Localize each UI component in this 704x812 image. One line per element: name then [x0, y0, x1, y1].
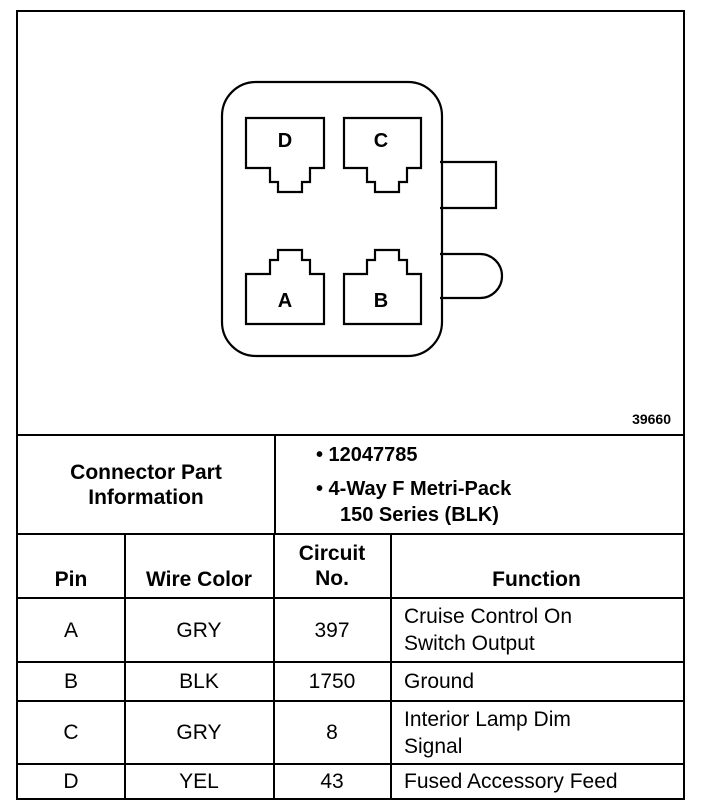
table-row-function [404, 702, 674, 763]
table-row-pin: B [63, 670, 78, 693]
table-row-function [404, 599, 674, 661]
function-line1: Cruise Control On [404, 605, 573, 628]
table-row-pin: D [63, 770, 79, 793]
function-line2: Switch Output [404, 632, 535, 655]
table-row-circuit: 43 [320, 770, 344, 793]
cavity-label-d: D [277, 130, 293, 152]
function-line2: Signal [404, 734, 463, 758]
cavity-label-c: C [373, 130, 389, 152]
part-info-label [18, 436, 274, 533]
connector-latch-tab [440, 162, 496, 208]
table-row-pin: A [63, 618, 78, 642]
table-row-circuit: 397 [314, 618, 350, 642]
table-row-function: Ground [404, 670, 475, 693]
header-wire-color: Wire Color [146, 567, 252, 591]
part-info-label-line1: Connector Part [70, 460, 222, 484]
cavity-label-b: B [373, 290, 389, 312]
rule [18, 533, 683, 535]
part-description-line2: 150 Series (BLK) [340, 504, 499, 526]
connector-face-diagram [18, 12, 683, 436]
table-row-circuit: 1750 [308, 670, 356, 693]
part-number: • 12047785 [316, 444, 418, 466]
part-description-line1: • 4-Way F Metri-Pack [316, 478, 512, 500]
table-row-wire-color: GRY [176, 721, 222, 744]
connector-key-tab [440, 254, 502, 298]
header-circuit-line2: No. [315, 567, 349, 590]
cavity-b [344, 250, 421, 324]
header-circuit-line1: Circuit [298, 542, 366, 565]
rule [274, 435, 276, 535]
table-row-wire-color: BLK [179, 670, 219, 693]
table-row-wire-color: GRY [176, 618, 222, 642]
header-function: Function [492, 567, 581, 591]
part-info-label-line2: Information [88, 485, 204, 509]
figure-number: 39660 [632, 411, 671, 427]
connector-document [16, 10, 685, 800]
table-row-function: Fused Accessory Feed [404, 770, 618, 793]
cavity-label-a: A [277, 290, 293, 312]
header-pin: Pin [54, 567, 88, 591]
connector-housing [222, 82, 442, 356]
function-line1: Interior Lamp Dim [404, 707, 571, 731]
header-circuit-no [274, 537, 390, 595]
table-row-pin: C [63, 721, 79, 744]
table-row-circuit: 8 [326, 721, 338, 744]
table-row-wire-color: YEL [179, 770, 219, 793]
cavity-a [246, 250, 324, 324]
